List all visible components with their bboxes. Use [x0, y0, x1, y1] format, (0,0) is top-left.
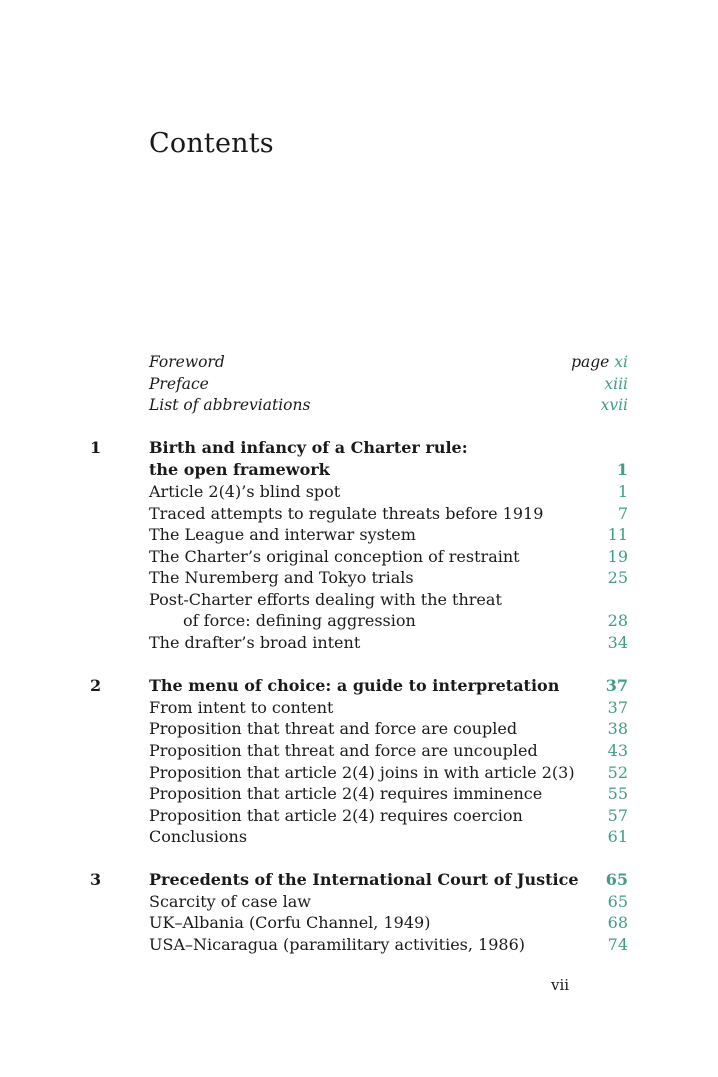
toc-entry-page: 55 — [607, 784, 628, 803]
toc-entry[interactable] — [149, 632, 628, 654]
toc-entry-page: 68 — [607, 913, 628, 932]
toc-entry-page: 37 — [607, 698, 628, 717]
toc-entry-page — [571, 351, 628, 373]
chapter-title-line[interactable] — [149, 437, 628, 459]
toc-entry-page: 28 — [607, 611, 628, 630]
toc-entry-label: Proposition that article 2(4) joins in with article 2(3) — [149, 763, 575, 782]
toc-entry-label: Proposition that threat and force are coupled — [149, 719, 518, 738]
toc-entry-page: 19 — [607, 547, 628, 566]
toc-entry-label: List of abbreviations — [149, 396, 311, 414]
toc-entry[interactable] — [149, 805, 628, 827]
toc-entry-preface[interactable] — [149, 373, 628, 395]
toc-entry-page: 52 — [607, 763, 628, 782]
chapter-title: the open framework — [149, 460, 330, 479]
toc-entry[interactable] — [149, 481, 628, 503]
toc-entry-page: 38 — [607, 719, 628, 738]
page-folio: vii — [551, 976, 570, 994]
toc-entry-label: USA–Nicaragua (paramilitary activities, 1986) — [149, 935, 526, 954]
toc-entry[interactable] — [149, 503, 628, 525]
toc-entry-foreword[interactable] — [149, 351, 628, 373]
toc-entry[interactable] — [149, 718, 628, 740]
toc-entry-label: The drafter’s broad intent — [149, 633, 361, 652]
chapter-number: 1 — [90, 438, 102, 457]
toc-entry-label: The Nuremberg and Tokyo trials — [149, 568, 414, 587]
chapter-title: Precedents of the International Court of Justice — [149, 870, 579, 889]
toc-entry-abbreviations[interactable] — [149, 394, 628, 416]
page-prefix: page — [571, 353, 610, 371]
page-title: Contents — [149, 128, 274, 159]
toc-entry-label: From intent to content — [149, 698, 334, 717]
toc-entry[interactable] — [149, 546, 628, 568]
toc-entry-label: Scarcity of case law — [149, 892, 311, 911]
toc-entry-label: The Charter’s original conception of restraint — [149, 547, 520, 566]
chapter-title: The menu of choice: a guide to interpretation — [149, 676, 560, 695]
toc-entry-label: Foreword — [149, 353, 225, 371]
chapter-number: 3 — [90, 870, 102, 889]
toc-entry[interactable] — [149, 783, 628, 805]
toc-entry[interactable] — [149, 740, 628, 762]
toc-entry[interactable] — [149, 762, 628, 784]
chapter-title: Birth and infancy of a Charter rule: — [149, 438, 468, 457]
toc-entry-label: Traced attempts to regulate threats before 1919 — [149, 504, 544, 523]
toc-entry-page: 11 — [607, 525, 628, 544]
toc-entry[interactable] — [149, 891, 628, 913]
toc-entry-label: UK–Albania (Corfu Channel, 1949) — [149, 913, 431, 932]
toc-entry-continuation[interactable] — [149, 610, 628, 632]
toc-entry-page: 57 — [607, 806, 628, 825]
toc-entry-page: 7 — [617, 504, 628, 523]
toc-entry-page: 74 — [607, 935, 628, 954]
toc-entry[interactable] — [149, 697, 628, 719]
toc-entry[interactable] — [149, 589, 628, 611]
toc-entry-page: xvii — [600, 396, 628, 414]
chapter-number: 2 — [90, 676, 102, 695]
toc-entry-page: 25 — [607, 568, 628, 587]
toc-entry-label: of force: defining aggression — [183, 611, 416, 630]
chapter-title-line[interactable] — [149, 459, 628, 481]
toc-entry-label: Conclusions — [149, 827, 248, 846]
toc-entry-label: Preface — [149, 375, 209, 393]
toc-entry-page: 34 — [607, 633, 628, 652]
toc-entry-page: 43 — [607, 741, 628, 760]
chapter-title-line[interactable] — [149, 675, 628, 697]
chapter-page: 37 — [605, 676, 628, 695]
toc-entry-page: xiii — [604, 375, 628, 393]
toc-entry-label: Proposition that threat and force are uncoupled — [149, 741, 538, 760]
toc-entry[interactable] — [149, 912, 628, 934]
toc-entry-label: Post-Charter efforts dealing with the threat — [149, 590, 502, 609]
toc-entry[interactable] — [149, 524, 628, 546]
chapter-title-line[interactable] — [149, 869, 628, 891]
chapter-page: 1 — [616, 460, 628, 479]
toc-entry-page: 65 — [607, 892, 628, 911]
toc-entry[interactable] — [149, 934, 628, 956]
toc-entry-page: 61 — [607, 827, 628, 846]
toc-entry-label: Proposition that article 2(4) requires imminence — [149, 784, 543, 803]
toc-entry-label: The League and interwar system — [149, 525, 416, 544]
page-number: xi — [614, 353, 628, 371]
toc-entry-label: Article 2(4)’s blind spot — [149, 482, 341, 501]
toc-entry[interactable] — [149, 826, 628, 848]
toc-entry[interactable] — [149, 567, 628, 589]
chapter-page: 65 — [605, 870, 628, 889]
toc-entry-label: Proposition that article 2(4) requires coercion — [149, 806, 523, 825]
toc-entry-page: 1 — [617, 482, 628, 501]
